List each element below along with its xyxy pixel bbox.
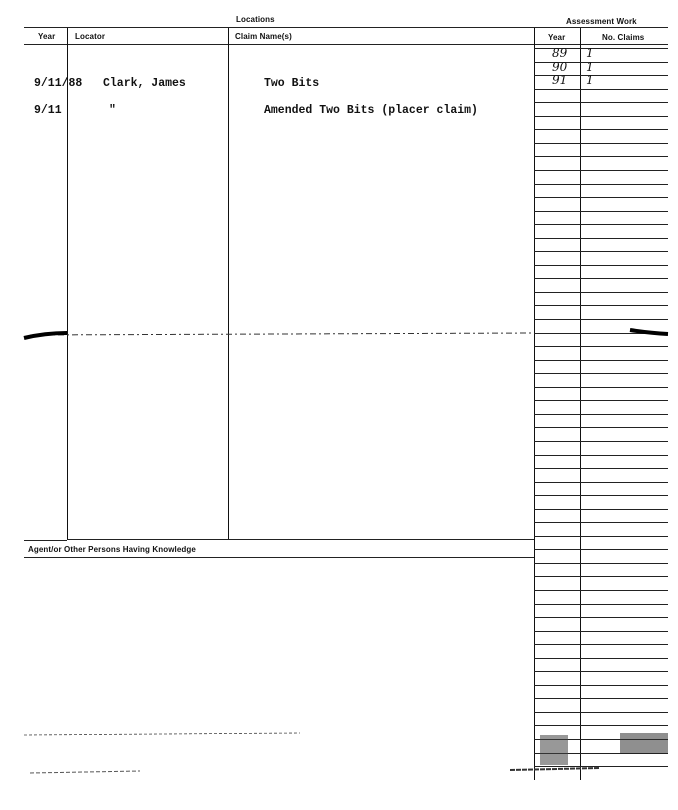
entry-1-locator: Clark, James xyxy=(103,77,186,90)
aw-claims-3: 1 xyxy=(586,73,594,87)
aw-claims-2: 1 xyxy=(586,60,594,74)
aw-year-3: 91 xyxy=(552,73,568,87)
aw-year-1: 89 xyxy=(552,46,568,60)
locations-header: Locations xyxy=(236,15,275,24)
aw-year-column-header: Year xyxy=(548,33,566,42)
aw-year-2: 90 xyxy=(552,60,568,74)
entry-2-claim: Amended Two Bits (placer claim) xyxy=(264,104,478,117)
entry-2-locator: " xyxy=(109,104,116,117)
entry-1-year: 9/11/88 xyxy=(34,77,83,90)
assessment-work-header: Assessment Work xyxy=(566,17,637,26)
entry-2-year: 9/11 xyxy=(34,104,62,117)
agent-section-label: Agent/or Other Persons Having Knowledge xyxy=(28,545,196,554)
aw-claims-1: 1 xyxy=(586,46,594,60)
agent-section-top-rule xyxy=(24,540,67,541)
aw-no-claims-column-header: No. Claims xyxy=(602,33,645,42)
claims-area-bottom-rule xyxy=(67,539,534,540)
locator-column-header: Locator xyxy=(75,32,106,41)
entry-1-claim: Two Bits xyxy=(264,77,320,90)
claim-names-column-header: Claim Name(s) xyxy=(235,32,292,41)
agent-label-rule xyxy=(24,557,534,558)
year-column-header: Year xyxy=(38,32,56,41)
